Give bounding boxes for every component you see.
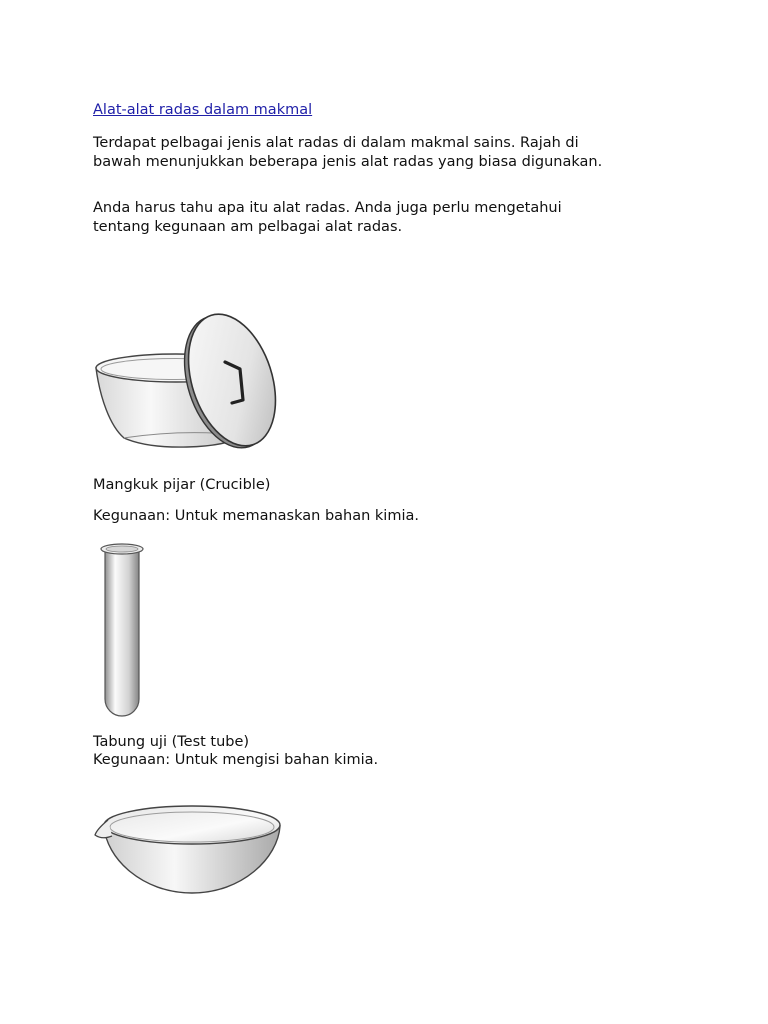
- test-tube-caption: Tabung uji (Test tube): [93, 734, 250, 750]
- intro-line: bawah menunjukkan beberapa jenis alat radas yang biasa digunakan.: [93, 153, 603, 170]
- evaporating-dish-icon: [92, 798, 284, 898]
- intro-line: Terdapat pelbagai jenis alat radas di dalam makmal sains. Rajah di: [93, 135, 579, 151]
- crucible-use: Kegunaan: Untuk memanaskan bahan kimia.: [93, 508, 419, 524]
- note-line: tentang kegunaan am pelbagai alat radas.: [93, 218, 403, 235]
- crucible-icon: [92, 308, 287, 453]
- test-tube-icon: [99, 541, 147, 721]
- note-line: Anda harus tahu apa itu alat radas. Anda juga perlu mengetahui: [93, 200, 562, 216]
- title-link[interactable]: Alat-alat radas dalam makmal: [93, 102, 313, 118]
- intro-paragraph: [93, 134, 602, 171]
- note-paragraph: [93, 199, 562, 236]
- test-tube-use: Kegunaan: Untuk mengisi bahan kimia.: [93, 752, 379, 768]
- page-title: [93, 101, 312, 120]
- crucible-caption: Mangkuk pijar (Crucible): [93, 477, 271, 493]
